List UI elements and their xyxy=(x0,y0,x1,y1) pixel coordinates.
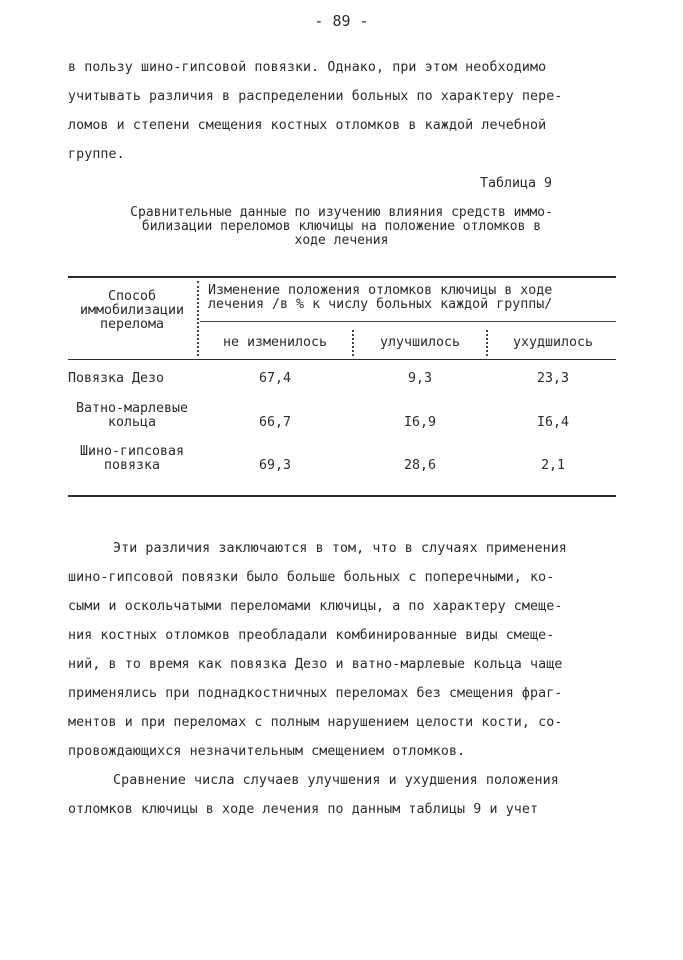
cell-improved: 28,6 xyxy=(403,458,437,473)
table-label: Таблица 9 xyxy=(480,176,553,191)
text-line: сыми и оскольчатыми переломами ключицы, а по характеру смеще- xyxy=(68,599,563,614)
table-top-rule xyxy=(68,276,616,278)
method-text: Шино-гипсовая xyxy=(79,444,185,459)
cell-worsened: 2,1 xyxy=(540,458,566,473)
table-bottom-rule xyxy=(68,495,616,497)
page-number: - 89 - xyxy=(314,12,369,30)
method-text: повязка xyxy=(103,458,161,473)
column-header-improved: улучшилось xyxy=(379,335,461,350)
text-line: ментов и при переломах с полным нарушением целости кости, со- xyxy=(68,715,563,730)
text-line: ния костных отломков преобладали комбинированные виды смеще- xyxy=(68,628,555,643)
header-text: Способ xyxy=(107,289,157,304)
header-text: иммобилизации xyxy=(79,303,185,318)
text-line: шино-гипсовой повязки было больше больных с поперечными, ко- xyxy=(68,570,555,585)
text-line: в пользу шино-гипсовой повязки. Однако, при этом необходимо xyxy=(68,60,547,75)
method-text: Ватно-марлевые xyxy=(75,401,189,416)
table-header-group xyxy=(208,284,552,312)
table-header-method xyxy=(68,290,196,332)
table-caption-line: билизации переломов ключицы на положение отломков в xyxy=(141,219,542,234)
cell-worsened: 23,3 xyxy=(536,371,570,386)
method-text: кольца xyxy=(107,415,157,430)
cell-unchanged: 69,3 xyxy=(258,458,292,473)
cell-improved: 9,3 xyxy=(407,371,433,386)
table-caption-line: Сравнительные данные по изучению влияния средств иммо- xyxy=(130,205,553,220)
header-text: Изменение положения отломков ключицы в ходе xyxy=(208,283,553,298)
text-line: Сравнение числа случаев улучшения и ухудшения положения xyxy=(113,773,559,788)
row-method: Повязка Дезо xyxy=(68,371,165,386)
text-line: провождающихся незначительным смещением отломков. xyxy=(68,744,466,759)
row-method xyxy=(68,402,196,430)
text-line: Эти различия заключаются в том, что в случаях применения xyxy=(113,541,567,556)
row-method xyxy=(68,445,196,473)
text-line: группе. xyxy=(68,147,125,162)
text-line: применялись при поднадкостничных переломах без смещения фраг- xyxy=(68,686,563,701)
text-line: ний, в то время как повязка Дезо и ватно-марлевые кольца чаще xyxy=(68,657,563,672)
text-line: ломов и степени смещения костных отломков в каждой лечебной xyxy=(68,118,547,133)
column-header-unchanged: не изменилось xyxy=(222,335,328,350)
cell-improved: I6,9 xyxy=(403,415,437,430)
cell-worsened: I6,4 xyxy=(536,415,570,430)
cell-unchanged: 67,4 xyxy=(258,371,292,386)
table-header-rule xyxy=(68,359,616,360)
table-subheader-rule xyxy=(200,321,616,322)
text-line: учитывать различия в распределении больных по характеру пере- xyxy=(68,89,563,104)
column-header-worsened: ухудшилось xyxy=(512,335,594,350)
header-text: лечения /в % к числу больных каждой группы/ xyxy=(208,297,553,312)
cell-unchanged: 66,7 xyxy=(258,415,292,430)
table-caption-line: ходе лечения xyxy=(294,233,389,248)
header-text: перелома xyxy=(99,317,165,332)
text-line: отломков ключицы в ходе лечения по данным таблицы 9 и учет xyxy=(68,802,539,817)
